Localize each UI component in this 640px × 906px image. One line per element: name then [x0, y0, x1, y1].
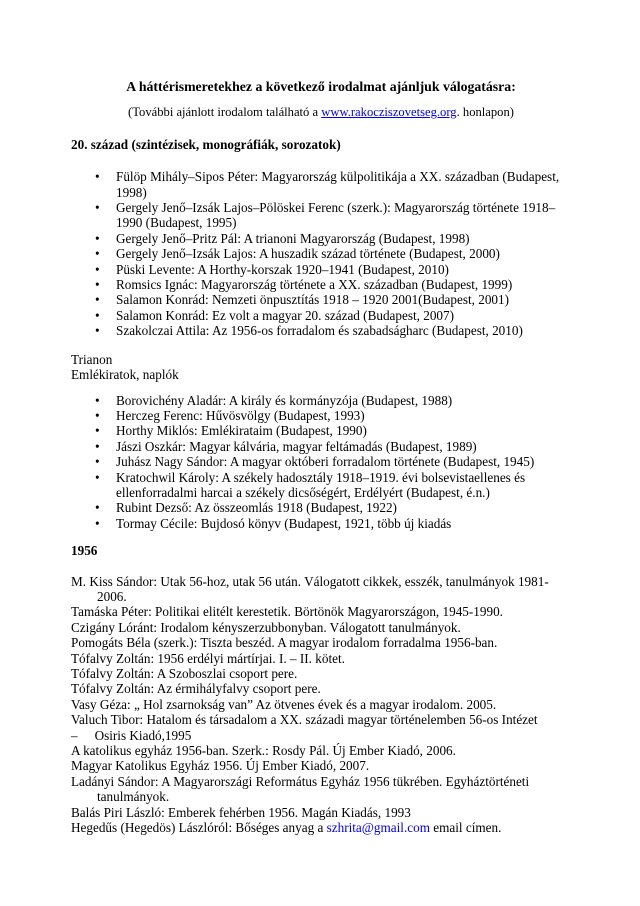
bibliography-entry: Vasy Géza: „ Hol zsarnokság van” Az ötvenes évek és a magyar irodalom. 2005. [71, 696, 497, 712]
subtitle-note [71, 105, 571, 120]
bibliography-entry: • Rubint Dezső: Az összeomlás 1918 (Budapest, 1922) [71, 500, 571, 515]
bibliography-list-emlekiratok [71, 393, 571, 532]
bibliography-entry: • Gergely Jenő–Izsák Lajos–Pölöskei Ferenc (szerk.): Magyarország története 1918–1990 (Budapest, 1995) [71, 200, 571, 231]
bibliography-entry: Tófalvy Zoltán: A Szoboszlai csoport pere. [71, 666, 298, 681]
bibliography-entry: • Horthy Miklós: Emlékirataim (Budapest, 1990) [71, 423, 571, 438]
bibliography-entry: • Gergely Jenő–Pritz Pál: A trianoni Magyarország (Budapest, 1998) [71, 231, 571, 246]
document-title: A háttérismeretekhez a következő irodalmat ajánljuk válogatásra: [126, 79, 516, 94]
bibliography-entry: • Püski Levente: A Horthy-korszak 1920–1941 (Budapest, 2010) [71, 262, 571, 277]
bibliography-entry: Czigány Lóránt: Irodalom kényszerzubbonyban. Válogatott tanulmányok. [71, 619, 461, 635]
bibliography-entry: Tófalvy Zoltán: 1956 erdélyi mártírjai. I. – II. kötet. [71, 650, 345, 666]
bibliography-entry: • Szakolczai Attila: Az 1956-os forradalom és szabadságharc (Budapest, 2010) [71, 323, 571, 338]
bibliography-entry-osiris [71, 728, 571, 743]
bibliography-entry: Tófalvy Zoltán: Az érmihályfalvy csoport pere. [71, 681, 321, 697]
bibliography-entry: • Fülöp Mihály–Sipos Péter: Magyarország külpolitikája a XX. században (Budapest, 1998) [71, 169, 571, 200]
bibliography-1956 [71, 574, 571, 836]
bibliography-entry: • Jászi Oszkár: Magyar kálvária, magyar feltámadás (Budapest, 1989) [71, 439, 571, 454]
dash-marker: – [71, 727, 78, 743]
bibliography-entry: Ladányi Sándor: A Magyarországi Református Egyház 1956 tükrében. Egyháztörténeti tanulmányok. [71, 773, 530, 805]
osiris-text: Osiris Kiadó,1995 [94, 727, 192, 743]
bibliography-entry: Magyar Katolikus Egyház 1956. Új Ember Kiadó, 2007. [71, 758, 370, 774]
bibliography-entry: Pomogáts Béla (szerk.): Tiszta beszéd. A magyar irodalom forradalma 1956-ban. [71, 635, 498, 651]
bibliography-entry: • Juhász Nagy Sándor: A magyar októberi forradalom története (Budapest, 1945) [71, 454, 571, 469]
bibliography-entry: • Kratochwil Károly: A székely hadosztály 1918–1919. évi bolsevistaellenes és ellenforradalmi harcai a székely dicsőségért, Erdélyért (Budapest, é.n.) [71, 470, 571, 501]
bibliography-entry: Valuch Tibor: Hatalom és társadalom a XX. századi magyar történelemben 56-os Intézet [71, 712, 538, 728]
bibliography-entry: • Salamon Konrád: Nemzeti önpusztítás 1918 – 1920 2001(Budapest, 2001) [71, 292, 571, 307]
bibliography-list-20-szazad [71, 169, 571, 338]
hegedus-suffix: email címen. [429, 820, 502, 836]
bibliography-entry: • Romsics Ignác: Magyarország története a XX. században (Budapest, 1999) [71, 277, 571, 292]
label-trianon: Trianon [71, 351, 113, 367]
bibliography-entry: M. Kiss Sándor: Utak 56-hoz, utak 56 után. Válogatott cikkek, esszék, tanulmányok 1981-2006. [71, 573, 549, 604]
hegedus-prefix: Hegedűs (Hegedös) Lászlóról: Bőséges anyag a [71, 820, 327, 836]
bibliography-entry: Tamáska Péter: Politikai elitélt kerestetik. Börtönök Magyarországon, 1945-1990. [71, 604, 503, 620]
bibliography-entry: • Borovichény Aladár: A király és kormányzója (Budapest, 1988) [71, 393, 571, 408]
bibliography-entry: • Salamon Konrád: Ez volt a magyar 20. század (Budapest, 2007) [71, 308, 571, 323]
rakocziszovetseg-link[interactable]: www.rakocziszovetseg.org [321, 105, 457, 120]
label-emlekiratok-naplok: Emlékiratok, naplók [71, 367, 179, 383]
bibliography-entry: A katolikus egyház 1956-ban. Szerk.: Rosdy Pál. Új Ember Kiadó, 2006. [71, 743, 456, 759]
bibliography-entry: • Tormay Cécile: Bujdosó könyv (Budapest, 1921, több új kiadás [71, 516, 571, 531]
subtitle-suffix: . honlapon) [456, 105, 514, 120]
heading-20-szazad: 20. század (szintézisek, monográfiák, sorozatok) [71, 136, 341, 152]
email-link[interactable]: szhrita@gmail.com [326, 820, 430, 836]
heading-1956: 1956 [71, 543, 98, 559]
bibliography-entry-hegedus [71, 820, 571, 835]
bibliography-entry: Balás Piri László: Emberek fehérben 1956. Magán Kiadás, 1993 [71, 804, 411, 820]
bibliography-entry: • Herczeg Ferenc: Hűvösvölgy (Budapest, 1993) [71, 408, 571, 423]
bibliography-entry: • Gergely Jenő–Izsák Lajos: A huszadik század története (Budapest, 2000) [71, 246, 571, 261]
subtitle-prefix: (További ajánlott irodalom található a [128, 105, 322, 120]
